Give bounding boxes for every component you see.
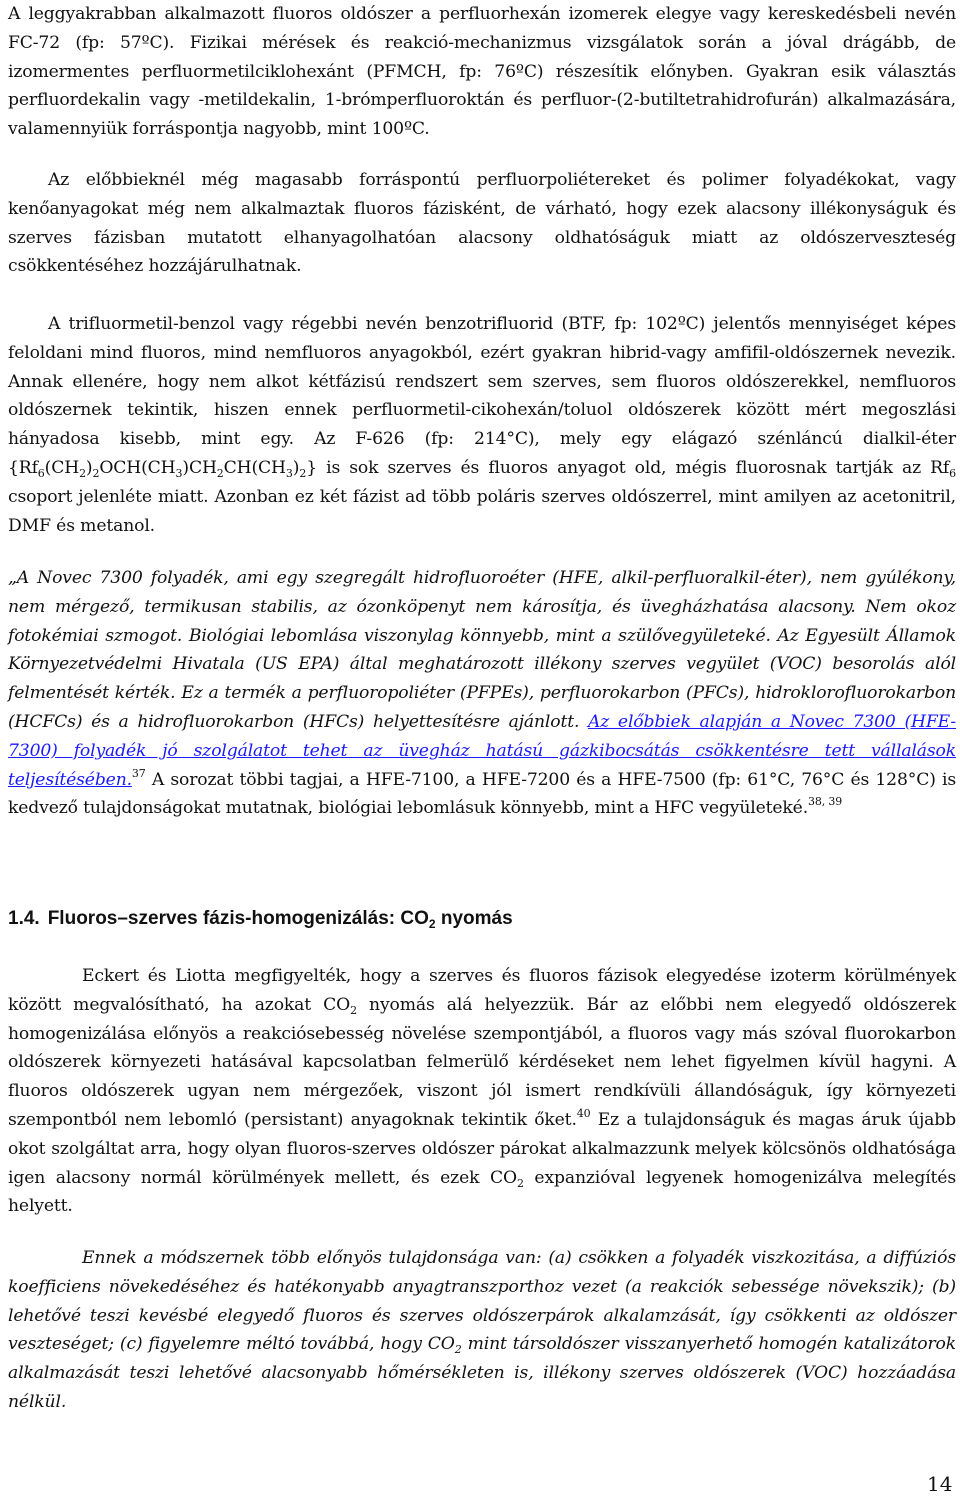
reference-marker: 37 <box>131 766 146 780</box>
paragraph-novec-quote <box>8 564 956 823</box>
paragraph-text: mint társoldószer visszanyerhető homogén katalizátorok alkalmazását teszi lehetővé alacsonyabb hőmérsékleten is, illékony szerves oldószerek (VOC) hozzáadása nélkül. <box>8 1334 956 1412</box>
subscript: 2 <box>299 466 307 480</box>
paragraph-text: A leggyakrabban alkalmazott fluoros oldószer a perfluorhexán izomerek elegye vagy kereskedésbeli nevén FC-72 (fp: 57ºC). Fizikai mérések és reakció-mechanizmus vizsgálatok során a jóval drágább, de izomermentes perfluormetilciklohexánt (PFMCH, fp: 76ºC) részesítik előnyben. Gyakran esik választás perfluordekalin vagy -metildekalin, 1-brómperfluoroktán és perfluor-(2-butiltetrahidrofurán) alkalmazására, valamennyiük forráspontja nagyobb, mint 100ºC. <box>8 4 956 140</box>
paragraph-text: csoport jelenléte miatt. Azonban ez két fázist ad több poláris szerves oldószerrel, mint amilyen az acetonitril, DMF és metanol. <box>8 486 956 536</box>
paragraph-method-advantages <box>8 1244 956 1417</box>
section-number: 1.4. <box>8 908 40 929</box>
formula-text: CH(CH <box>223 457 286 478</box>
quote-link[interactable]: Az előbbiek alapján a Novec 7300 (HFE-7300) folyadék jó szolgálatot tehet az üvegház hatású gázkibocsátás csökkentésre tett vállalások teljesítésében. <box>8 711 956 790</box>
paragraph-btf <box>8 310 956 540</box>
subscript: 2 <box>92 466 100 480</box>
paragraph-text: Eckert és Liotta megfigyelték, hogy a szerves és fluoros fázisok elegyedése izoterm körülmények között megvalósítható, ha azokat CO <box>8 966 956 1015</box>
reference-marker: 40 <box>576 1106 591 1120</box>
paragraph-eckert-liotta <box>8 962 956 1221</box>
paragraph-text: Ez a tulajdonságuk és magas áruk újabb okot szolgáltat arra, hogy olyan fluoros-szerves oldószer párokat alkalmazzunk melyek kölcsönös oldhatósága igen alacsony normál körülmények mellett, és ezek CO <box>8 1109 956 1188</box>
subscript: 2 <box>454 1343 462 1357</box>
section-title-end: nyomás <box>435 908 513 929</box>
subscript: 2 <box>350 1003 357 1017</box>
page-number: 14 <box>927 1472 953 1496</box>
paragraph-text: Ennek a módszernek több előnyös tulajdonsága van: (a) csökken a folyadék viszkozitása, a diffúziós koefficiens növekedéséhez és hatékonyabb anyagtranszporthoz vezet (a reakciók sebessége növekszik); (b) lehetővé teszi kevésbé elegyedő fluoros és szerves oldószerpárok alkalamzását, így csökkenti az oldószer veszteséget; (c) figyelemre méltó továbbá, hogy CO <box>8 1248 956 1355</box>
paragraph-text: A sorozat többi tagjai, a HFE-7100, a HFE-7200 és a HFE-7500 (fp: 61°C, 76°C és 128°C) is kedvező tulajdonságokat mutatnak, biológiai lebomlásuk könnyebb, mint a HFC vegyületeké. <box>8 769 956 819</box>
paragraph-fluorous-solvents <box>8 0 956 144</box>
paragraph-perfluoropolyethers <box>8 166 956 281</box>
paragraph-text: A trifluormetil-benzol vagy régebbi nevén benzotrifluorid (BTF, fp: 102ºC) jelentős mennyiséget képes feloldani mind fluoros, mind nemfluoros anyagokból, ezért gyakran hibrid-vagy amfifil-oldószernek nevezik. Annak ellenére, hogy nem alkot kétfázisú rendszert sem szerves, sem fluoros oldószerekkel, nemfluoros oldószernek tekintik, hiszen ennek perfluormetil-cikohexán/toluol oldószerek között mért megoszlási hányadosa kisebb, mint egy. Az F-626 (fp: 214°C), mely egy elágazó szénláncú dialkil-éter {Rf <box>8 314 956 478</box>
formula-text: (CH <box>44 457 80 478</box>
formula-text: ) <box>292 457 300 478</box>
quote-text: „A Novec 7300 folyadék, ami egy szegregált hidrofluoroéter (HFE, alkil-perfluoralkil-éter), nem gyúlékony, nem mérgező, termikusan stabilis, az ózonköpenyt nem károsítja, és üvegházhatása alacsony. Nem okoz fotokémiai szmogot. Biológiai lebomlása viszonylag könnyebb, mint a szülővegyületeké. Az Egyesült Államok Környezetvédelmi Hivatala (US EPA) által meghatározott illékony szerves vegyület (VOC) besorolás alól felmentését kérték. Ez a termék a perfluoropoliéter (PFPEs), perfluorokarbon (PFCs), hidroklorofluorokarbon (HCFCs) és a hidrofluorokarbon (HFCs) helyettesítésre ajánlott. <box>8 568 956 732</box>
formula-text: )CH <box>182 457 217 478</box>
subscript: 2 <box>79 466 86 480</box>
subscript: 2 <box>516 1176 524 1190</box>
section-title: Fluoros–szerves fázis-homogenizálás: CO <box>47 908 429 929</box>
subscript: 6 <box>949 466 956 480</box>
paragraph-text: nyomás alá helyezzük. Bár az előbbi nem elegyedő oldószerek homogenizálása előnyös a reakciósebesség növelése szempontjából, a fluoros vagy más szóval fluorokarbon oldószerek környezeti hatásával kapcsolatban felmerülő kérdéseket nem lehet figyelmen kívül hagyni. A fluoros oldószerek ugyan nem mérgezőek, viszont jól ismert rendkívüli állandóságuk, így környezeti szempontból nem lebomló (persistant) anyagoknak tekintik őket. <box>8 994 956 1130</box>
paragraph-text: } is sok szerves és fluoros anyagot old, mégis fluorosnak tartják az Rf <box>306 457 950 478</box>
formula-text: ) <box>85 457 93 478</box>
reference-marker: 38, 39 <box>808 795 843 809</box>
subscript: 6 <box>37 466 45 480</box>
paragraph-text: expanzióval legyenek homogenizálva melegítés helyett. <box>8 1167 957 1217</box>
paragraph-text: Az előbbieknél még magasabb forráspontú perfluorpoliétereket és polimer folyadékokat, vagy kenőanyagokat még nem alkalmaztak fluoros fázisként, de várható, hogy ezek alacsony illékonyságuk és szerves fázisban mutatott elhanyagolhatóan alacsony oldhatóságuk miatt az oldószerveszteség csökkentéséhez hozzájárulhatnak. <box>8 170 956 277</box>
subscript: 2 <box>428 917 436 931</box>
subscript: 3 <box>175 466 183 480</box>
subscript: 2 <box>216 466 224 480</box>
formula-text: OCH(CH <box>99 457 176 478</box>
section-heading <box>8 904 513 934</box>
subscript: 3 <box>285 466 293 480</box>
